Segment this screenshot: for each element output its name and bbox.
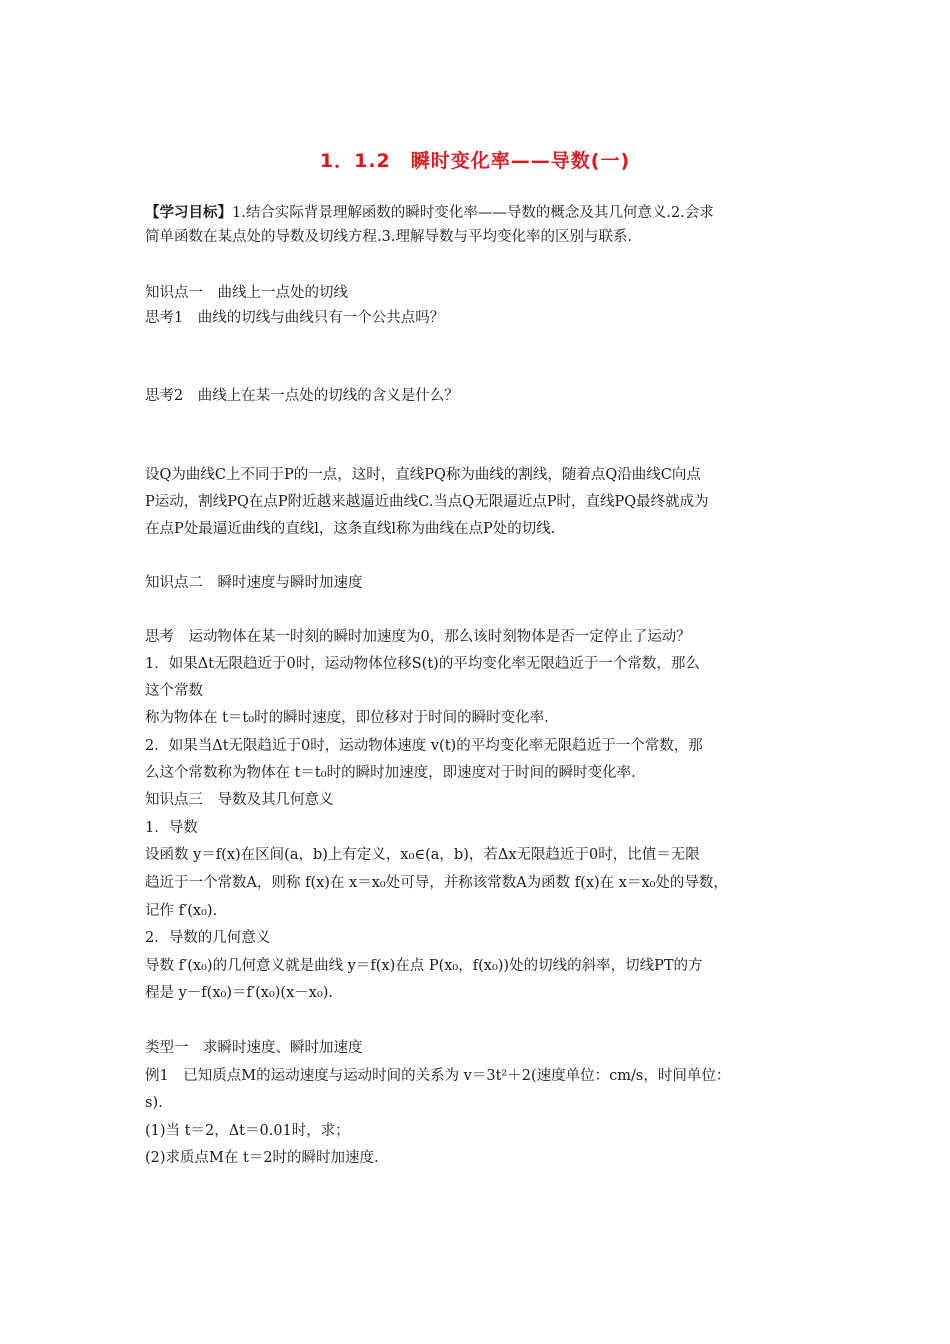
example-line: 例1 已知质点M的运动速度与运动时间的关系为 v＝3t²＋2(速度单位：cm/s，时间单位： <box>145 1068 731 1084</box>
kp1-heading: 知识点一 曲线上一点处的切线 <box>145 285 348 301</box>
kp2-heading: 知识点二 瞬时速度与瞬时加速度 <box>145 575 363 591</box>
kp1-para-line: 设Q为曲线C上不同于P的一点，这时，直线PQ称为曲线的割线，随着点Q沿曲线C向点 <box>145 467 701 483</box>
kp1-think-1: 思考1 曲线的切线与曲线只有一个公共点吗？ <box>145 310 445 326</box>
kp3-line: 2．导数的几何意义 <box>145 930 271 946</box>
kp2-line: 么这个常数称为物体在 t＝t₀时的瞬时加速度，即速度对于时间的瞬时变化率. <box>145 765 636 781</box>
example-line: (2)求质点M在 t＝2时的瞬时加速度. <box>145 1150 379 1166</box>
objectives-line-1 <box>145 203 810 223</box>
page-title: 1．1.2 瞬时变化率——导数(一) <box>319 150 631 172</box>
objectives-label: 【学习目标】 <box>145 204 232 221</box>
kp3-line: 记作 f′(x₀). <box>145 903 218 919</box>
kp3-heading: 知识点三 导数及其几何意义 <box>145 792 334 808</box>
kp3-line: 1．导数 <box>145 820 198 836</box>
type1-heading: 类型一 求瞬时速度、瞬时加速度 <box>145 1040 363 1056</box>
example-line: (1)当 t＝2，Δt＝0.01时，求； <box>145 1123 350 1139</box>
kp1-para-line: P运动，割线PQ在点P附近越来越逼近曲线C.当点Q无限逼近点P时，直线PQ最终就成为 <box>145 494 709 510</box>
objectives-line-2: 简单函数在某点处的导数及切线方程.3.理解导数与平均变化率的区别与联系. <box>145 229 633 245</box>
kp1-think-2: 思考2 曲线上在某一点处的切线的含义是什么？ <box>145 388 459 404</box>
kp2-think: 思考 运动物体在某一时刻的瞬时加速度为0，那么该时刻物体是否一定停止了运动？ <box>145 629 691 645</box>
example-line: s). <box>145 1095 163 1111</box>
kp2-line: 2．如果当Δt无限趋近于0时，运动物体速度 v(t)的平均变化率无限趋近于一个常数，那 <box>145 738 703 754</box>
kp2-line: 这个常数 <box>145 683 203 699</box>
kp2-line: 1．如果Δt无限趋近于0时，运动物体位移S(t)的平均变化率无限趋近于一个常数，那么 <box>145 656 700 672</box>
objectives-text-1: 1.结合实际背景理解函数的瞬时变化率——导数的概念及其几何意义.2.会求 <box>232 205 714 221</box>
kp3-line: 趋近于一个常数A，则称 f(x)在 x＝x₀处可导，并称该常数A为函数 f(x)在 x＝x₀处的导数， <box>145 875 728 891</box>
kp3-line: 程是 y－f(x₀)＝f′(x₀)(x－x₀). <box>145 985 334 1001</box>
kp1-para-line: 在点P处最逼近曲线的直线l，这条直线l称为曲线在点P处的切线. <box>145 521 556 537</box>
kp3-line: 设函数 y＝f(x)在区间(a，b)上有定义，x₀∈(a，b)，若Δx无限趋近于0时，比值＝无限 <box>145 847 700 863</box>
kp2-line: 称为物体在 t＝t₀时的瞬时速度，即位移对于时间的瞬时变化率. <box>145 710 549 726</box>
kp3-line: 导数 f′(x₀)的几何意义就是曲线 y＝f(x)在点 P(x₀，f(x₀))处的切线的斜率，切线PT的方 <box>145 958 703 974</box>
